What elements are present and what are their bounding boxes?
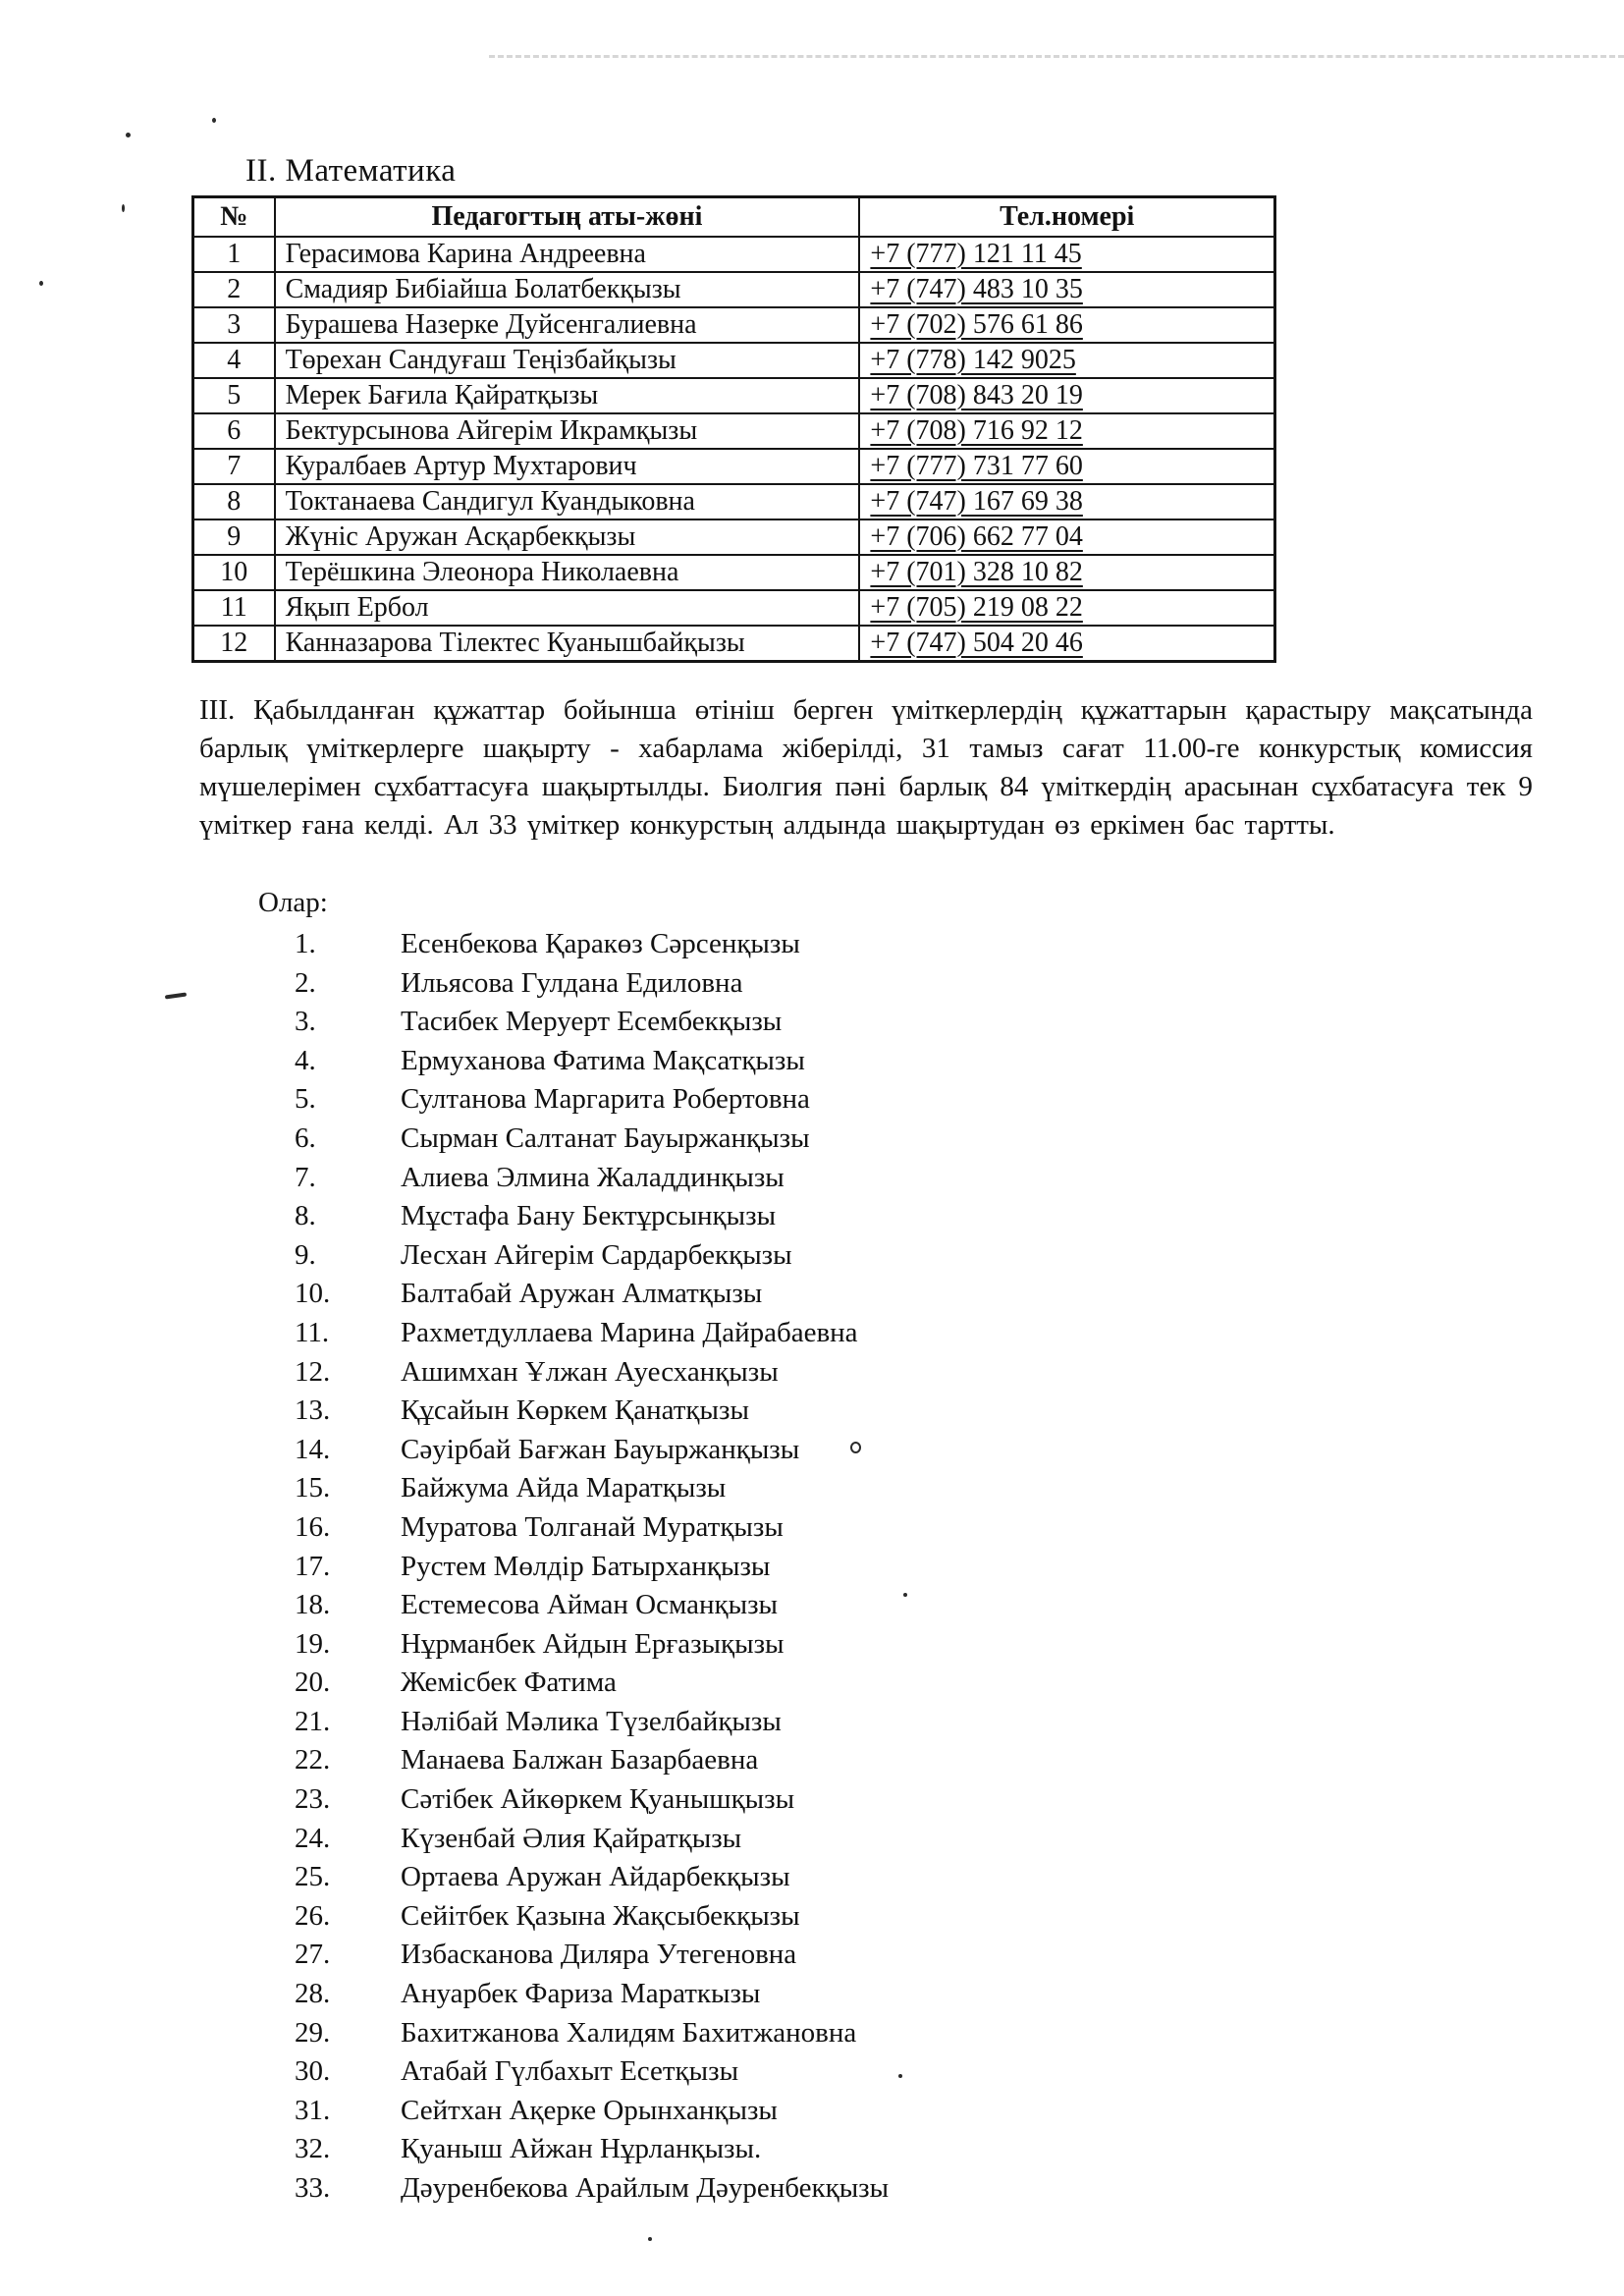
list-item [295, 1159, 1178, 1198]
teachers-table-head [193, 197, 1275, 238]
section-3-paragraph: III. Қабылданған құжаттар бойынша өтініш берген үміткерлердің құжаттарын қарастыру мақсатында барлық үміткерлерге шақырту - хабарлама жіберілді, 31 тамыз сағат 11.00-ге конкурстық комиссия мүшелерімен сұхбаттасуға шақыртылды. Биолгия пәні барлық 84 үміткердің арасынан сұхбатасуға тек 9 үміткер ғана келді. Ал 33 үміткер конкурстың алдында шақыртудан өз еркімен бас тартты. [199, 694, 1533, 841]
list-item-name: Нұрманбек Айдын Ерғазықызы [401, 1627, 785, 1660]
list-item-number: 28. [295, 1978, 331, 2010]
phone-number: +7 (701) 328 10 82 [870, 556, 1083, 587]
list-item-name: Рахметдуллаева Марина Дайрабаевна [401, 1316, 858, 1348]
phone-cell [859, 449, 1274, 484]
list-item-number: 29. [295, 2016, 331, 2049]
col-header-name: Педагогтың аты-жөні [275, 197, 860, 238]
list-item-name: Құсайын Көркем Қанатқызы [401, 1394, 749, 1427]
list-item [295, 1508, 1178, 1548]
teacher-name: Герасимова Карина Андреевна [275, 237, 860, 272]
list-item-number: 21. [295, 1705, 331, 1737]
table-row [193, 590, 1275, 626]
phone-number: +7 (747) 483 10 35 [870, 273, 1083, 304]
list-item-number: 14. [295, 1433, 331, 1465]
phone-number: +7 (747) 504 20 46 [870, 627, 1083, 658]
teacher-name: Бектурсынова Айгерім Икрамқызы [275, 413, 860, 449]
list-item-name: Ортаева Аружан Айдарбекқызы [401, 1861, 790, 1893]
phone-number: +7 (706) 662 77 04 [870, 520, 1083, 552]
list-item-name: Ашимхан Ұлжан Ауесханқызы [401, 1355, 779, 1388]
scan-speck [648, 2237, 652, 2241]
table-row [193, 343, 1275, 378]
phone-number: +7 (747) 167 69 38 [870, 485, 1083, 517]
teachers-table-body [193, 237, 1275, 662]
list-item-number: 9. [295, 1238, 316, 1271]
teacher-name: Бурашева Назерке Дуйсенгалиевна [275, 307, 860, 343]
list-item-number: 16. [295, 1510, 331, 1543]
list-item-name: Дәуренбекова Арайлым Дәуренбекқызы [401, 2172, 890, 2204]
list-item-number: 11. [295, 1316, 330, 1348]
list-item-name: Мұстафа Бану Бектұрсынқызы [401, 1200, 777, 1232]
list-item-name: Байжума Айда Маратқызы [401, 1472, 727, 1504]
teacher-name: Смадияр Бибіайша Болатбекқызы [275, 272, 860, 307]
list-item [295, 1820, 1178, 1859]
list-item-number: 13. [295, 1394, 331, 1427]
table-row [193, 307, 1275, 343]
phone-number: +7 (702) 576 61 86 [870, 308, 1083, 340]
list-item-name: Бахитжанова Халидям Бахитжановна [401, 2016, 857, 2049]
list-item-number: 10. [295, 1278, 331, 1310]
list-item-name: Рустем Мөлдір Батырханқызы [401, 1550, 771, 1582]
teacher-name: Төрехан Сандуғаш Теңізбайқызы [275, 343, 860, 378]
list-item-name: Ильясова Гулдана Едиловна [401, 966, 743, 999]
list-item-name: Балтабай Аружан Алматқызы [401, 1278, 763, 1310]
list-item-name: Нәлібай Мәлика Түзелбайқызы [401, 1705, 782, 1737]
list-item-name: Сырман Салтанат Бауыржанқызы [401, 1121, 810, 1154]
scan-noise-line [489, 55, 1624, 58]
phone-cell [859, 237, 1274, 272]
list-item-number: 2. [295, 966, 316, 999]
list-item [295, 1197, 1178, 1236]
list-item-number: 25. [295, 1861, 331, 1893]
table-row [193, 626, 1275, 662]
list-item [295, 1741, 1178, 1780]
list-item-name: Есенбекова Қаракөз Сәрсенқызы [401, 928, 800, 959]
list-item-number: 12. [295, 1355, 331, 1388]
list-item-number: 4. [295, 1044, 316, 1076]
list-item-name: Лесхан Айгерім Сардарбекқызы [401, 1238, 792, 1271]
teacher-name: Канназарова Тілектес Куанышбайқызы [275, 626, 860, 662]
list-item-number: 8. [295, 1200, 316, 1232]
table-row [193, 413, 1275, 449]
list-item-number: 33. [295, 2172, 331, 2204]
phone-number: +7 (708) 716 92 12 [870, 414, 1083, 446]
table-row [193, 555, 1275, 590]
phone-cell [859, 555, 1274, 590]
list-item [295, 1392, 1178, 1431]
list-item-number: 7. [295, 1161, 316, 1193]
list-item [295, 1120, 1178, 1159]
teacher-name: Терёшкина Элеонора Николаевна [275, 555, 860, 590]
list-item-name: Ануарбек Фариза Мараткызы [401, 1978, 761, 2010]
list-item [295, 1042, 1178, 1081]
list-item [295, 1586, 1178, 1625]
phone-number: +7 (777) 121 11 45 [870, 238, 1082, 269]
row-number: 2 [193, 272, 275, 307]
teacher-name: Куралбаев Артур Мухтарович [275, 449, 860, 484]
list-item-number: 17. [295, 1550, 331, 1582]
phone-cell [859, 519, 1274, 555]
row-number: 11 [193, 590, 275, 626]
phone-cell [859, 378, 1274, 413]
table-row [193, 237, 1275, 272]
col-header-num: № [193, 197, 275, 238]
list-item-name: Манаева Балжан Базарбаевна [401, 1744, 759, 1777]
list-item [295, 1469, 1178, 1508]
list-item-number: 32. [295, 2133, 331, 2165]
header-row [193, 197, 1275, 238]
candidate-list [295, 925, 1178, 2209]
row-number: 10 [193, 555, 275, 590]
list-item-number: 24. [295, 1822, 331, 1854]
list-item-number: 22. [295, 1744, 331, 1777]
list-item-name: Сәтібек Айкөркем Қуанышқызы [401, 1783, 795, 1816]
list-item [295, 1003, 1178, 1042]
list-item [295, 1080, 1178, 1120]
list-item [295, 1431, 1178, 1470]
scan-speck [126, 133, 131, 137]
table-row [193, 449, 1275, 484]
phone-cell [859, 272, 1274, 307]
list-item-number: 20. [295, 1667, 331, 1699]
list-item-name: Тасибек Меруерт Есембекқызы [401, 1006, 783, 1038]
list-item-number: 19. [295, 1627, 331, 1660]
list-item-name: Күзенбай Әлия Қайратқызы [401, 1822, 742, 1854]
list-item-name: Муратова Толганай Муратқызы [401, 1510, 784, 1543]
list-item [295, 1275, 1178, 1314]
phone-number: +7 (705) 219 08 22 [870, 591, 1083, 623]
list-item [295, 2052, 1178, 2092]
list-item-name: Алиева Элмина Жаладдинқызы [401, 1161, 785, 1193]
phone-number: +7 (777) 731 77 60 [870, 450, 1083, 481]
table-row [193, 484, 1275, 519]
list-item-number: 5. [295, 1083, 316, 1116]
list-item [295, 2169, 1178, 2209]
list-item-name: Избасканова Диляра Утегеновна [401, 1939, 797, 1971]
list-item [295, 1703, 1178, 1742]
list-item-number: 23. [295, 1783, 331, 1816]
list-item [295, 1625, 1178, 1665]
list-item-number: 18. [295, 1589, 331, 1621]
list-item-number: 26. [295, 1899, 331, 1932]
list-intro: Олар: [258, 887, 328, 918]
list-item-number: 3. [295, 1006, 316, 1038]
list-item [295, 1975, 1178, 2014]
list-item [295, 2092, 1178, 2131]
phone-number: +7 (778) 142 9025 [870, 344, 1076, 375]
list-item [295, 1897, 1178, 1937]
list-item [295, 1780, 1178, 1820]
list-item-name: Султанова Маргарита Робертовна [401, 1083, 810, 1116]
phone-number: +7 (708) 843 20 19 [870, 379, 1083, 410]
scan-speck [122, 204, 125, 212]
list-item [295, 1353, 1178, 1393]
list-item-number: 1. [295, 928, 316, 959]
list-item [295, 964, 1178, 1004]
list-item [295, 1858, 1178, 1897]
list-item-name: Атабай Гүлбахыт Есетқызы [401, 2055, 739, 2088]
row-number: 4 [193, 343, 275, 378]
table-row [193, 519, 1275, 555]
list-item-name: Жемісбек Фатима [401, 1667, 617, 1699]
row-number: 7 [193, 449, 275, 484]
list-item-number: 31. [295, 2094, 331, 2126]
teacher-name: Токтанаева Сандигул Куандыковна [275, 484, 860, 519]
scan-speck [212, 118, 216, 123]
list-item [295, 1936, 1178, 1975]
phone-cell [859, 484, 1274, 519]
phone-cell [859, 590, 1274, 626]
phone-cell [859, 343, 1274, 378]
list-item-name: Сейтхан Ақерке Орынханқызы [401, 2094, 778, 2126]
teacher-name: Яқып Ербол [275, 590, 860, 626]
row-number: 5 [193, 378, 275, 413]
list-item [295, 925, 1178, 964]
list-item-name: Естемесова Айман Османқызы [401, 1589, 779, 1621]
phone-cell [859, 413, 1274, 449]
row-number: 8 [193, 484, 275, 519]
row-number: 1 [193, 237, 275, 272]
phone-cell [859, 626, 1274, 662]
teacher-name: Мерек Бағила Қайратқызы [275, 378, 860, 413]
list-item [295, 1664, 1178, 1703]
row-number: 3 [193, 307, 275, 343]
teachers-table [191, 195, 1276, 663]
table-row [193, 272, 1275, 307]
list-item-name: Қуаныш Айжан Нұрланқызы. [401, 2133, 762, 2165]
scan-speck [165, 992, 187, 999]
col-header-phone: Тел.номері [859, 197, 1274, 238]
list-item [295, 1236, 1178, 1276]
row-number: 6 [193, 413, 275, 449]
list-item-name: Сәуірбай Бағжан Бауыржанқызы [401, 1433, 800, 1465]
list-item [295, 1314, 1178, 1353]
list-item-number: 30. [295, 2055, 331, 2088]
row-number: 9 [193, 519, 275, 555]
phone-cell [859, 307, 1274, 343]
scan-speck [39, 281, 43, 286]
list-item [295, 2130, 1178, 2169]
table-row [193, 378, 1275, 413]
list-item-name: Ермуханова Фатима Мақсатқызы [401, 1044, 805, 1076]
row-number: 12 [193, 626, 275, 662]
list-item [295, 1548, 1178, 1587]
section-2-title: II. Математика [245, 153, 457, 189]
list-item-number: 15. [295, 1472, 331, 1504]
list-item-name: Сейітбек Қазына Жақсыбекқызы [401, 1899, 800, 1932]
list-item-number: 6. [295, 1121, 316, 1154]
list-item-number: 27. [295, 1939, 331, 1971]
list-item [295, 2014, 1178, 2053]
teacher-name: Жүніс Аружан Асқарбекқызы [275, 519, 860, 555]
